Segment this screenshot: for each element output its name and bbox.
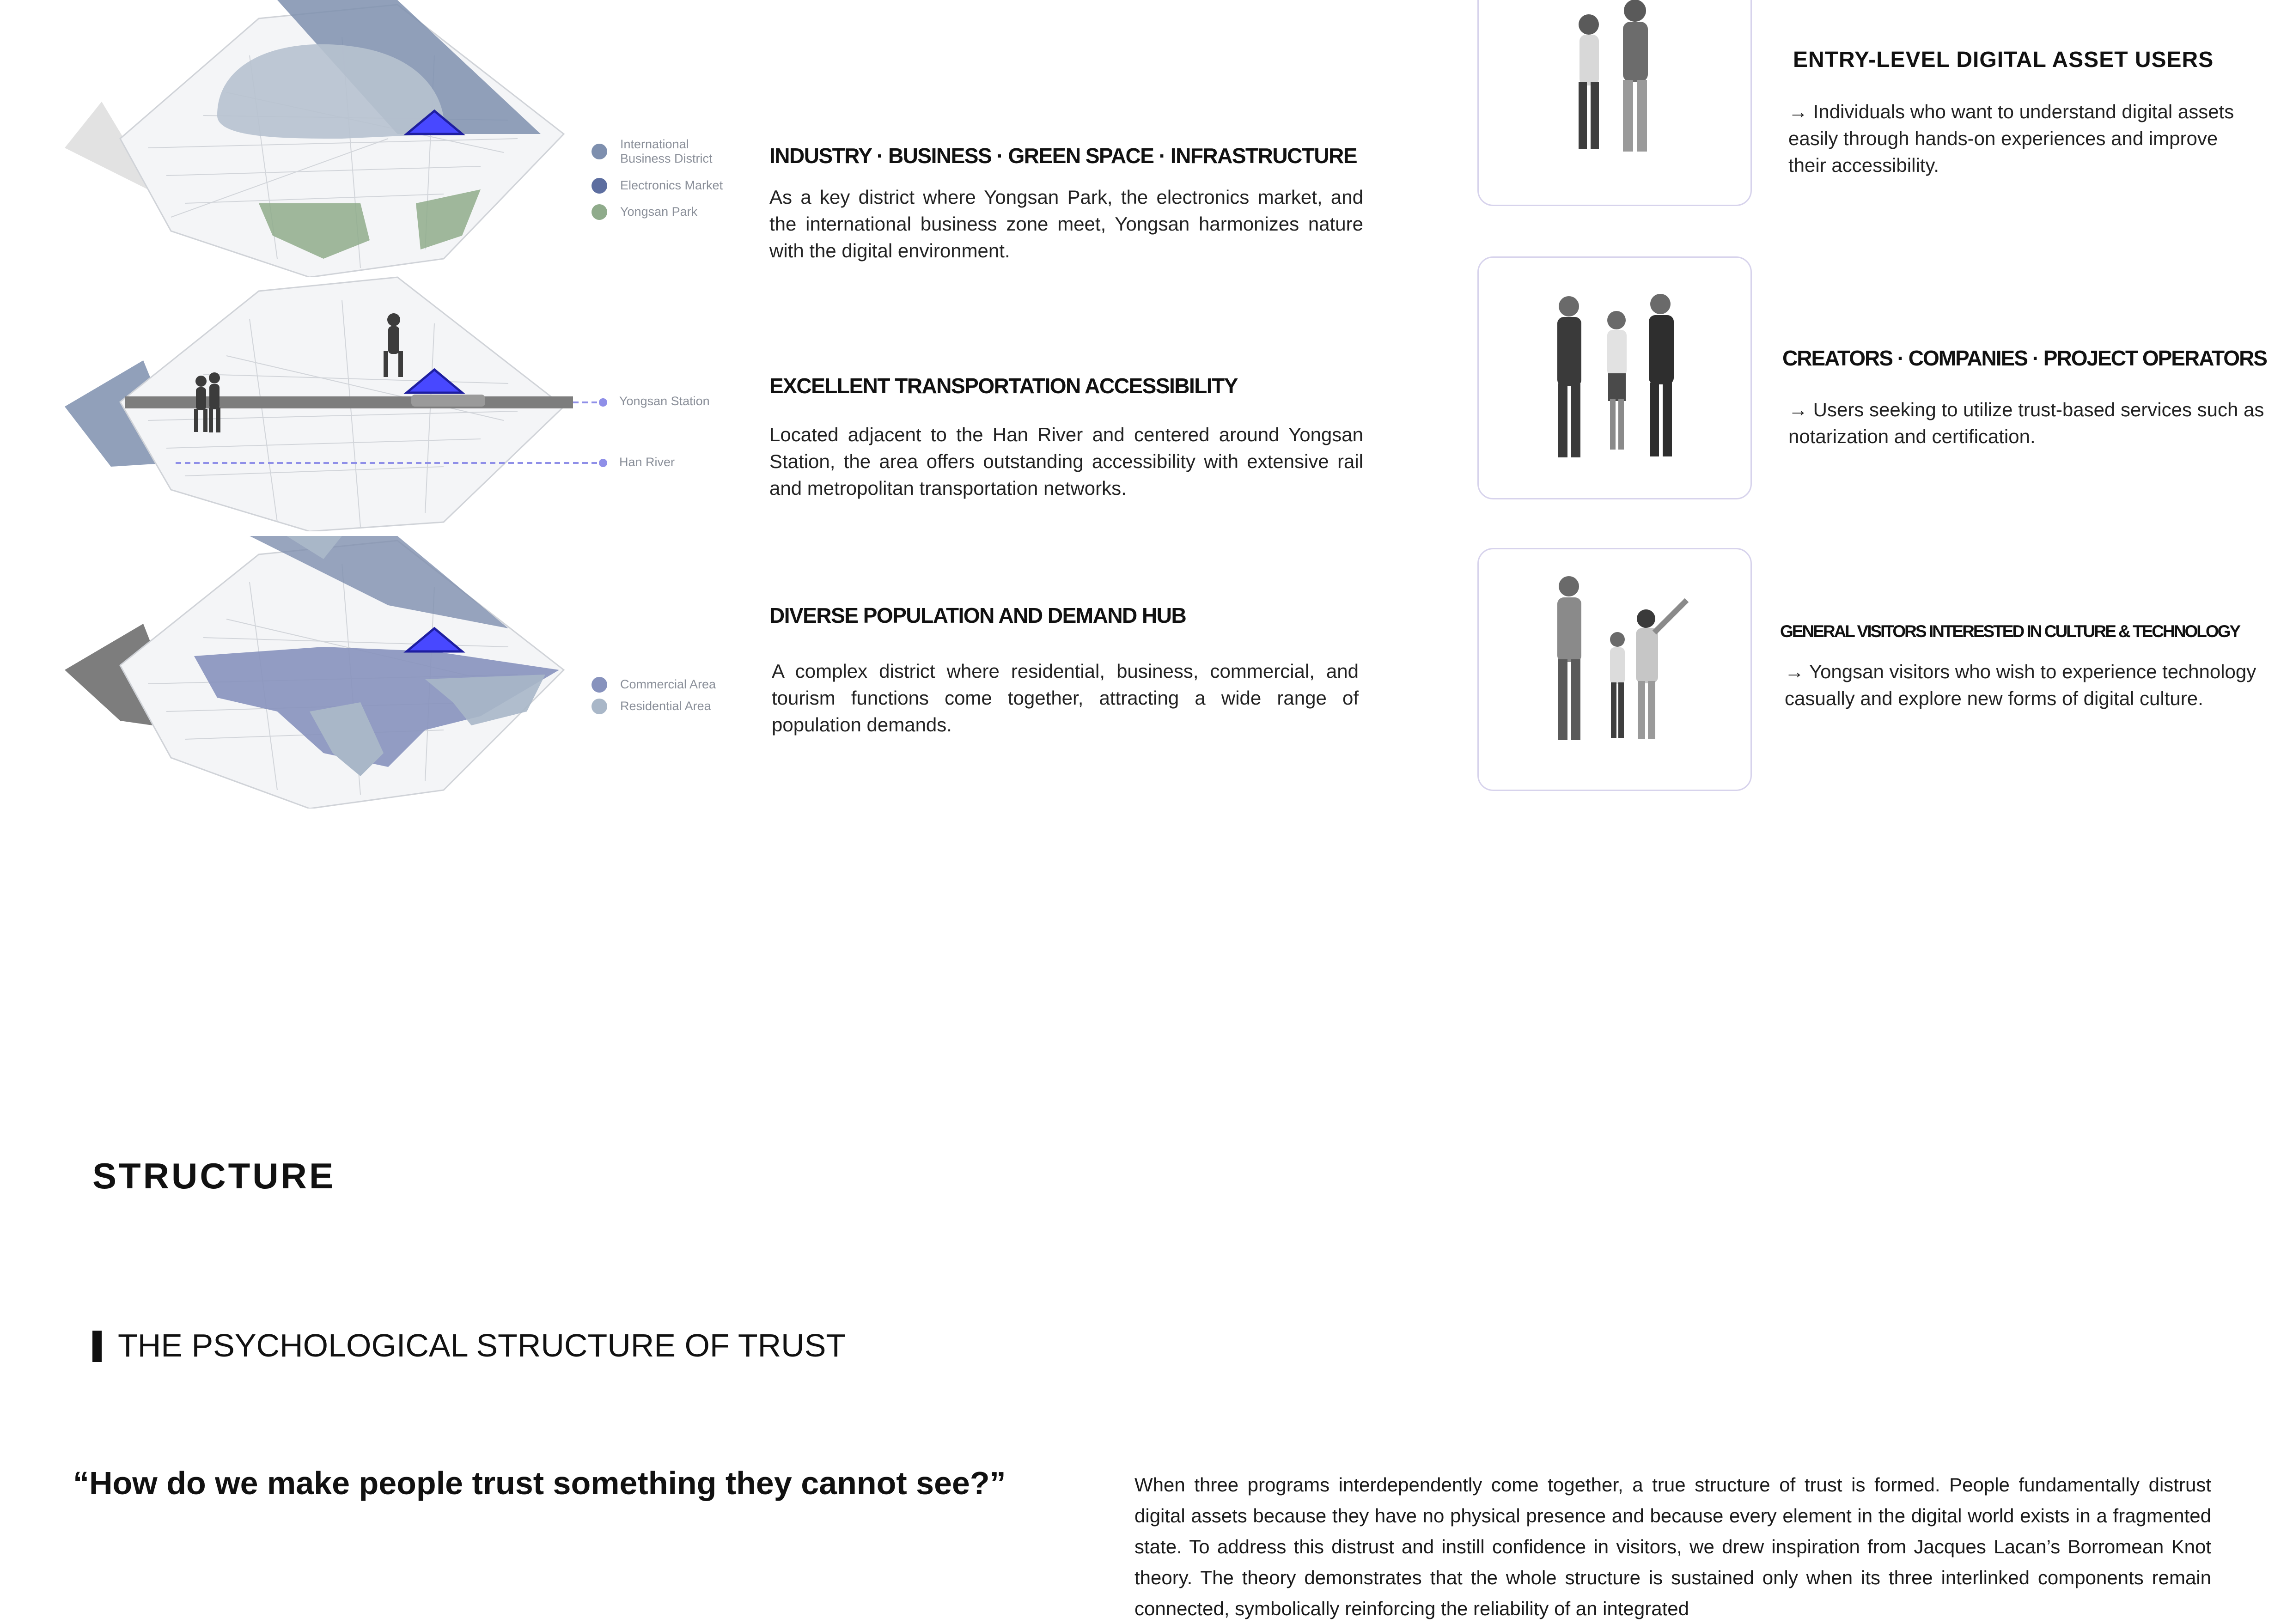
site-description-3: A complex district where residential, business, commercial, and tourism functions come together, attracting a wide range of population demands. [772, 660, 1359, 736]
site-description-1: As a key district where Yongsan Park, the electronics market, and the international business zone meet, Yongsan harmonizes nature with the digital environment. [769, 186, 1363, 262]
site-title-3: DIVERSE POPULATION AND DEMAND HUB [769, 603, 1186, 627]
people-couple-icon [1479, 0, 1750, 205]
legend-dot [592, 178, 607, 194]
people-business-group-icon [1479, 258, 1750, 498]
legend-commercial-area [592, 677, 716, 693]
legend-dot [592, 144, 607, 159]
legend-yongsan-park [592, 204, 697, 220]
people-family-icon [1479, 549, 1750, 790]
subheading-bar [92, 1331, 102, 1362]
legend-han-river [619, 455, 675, 469]
user-description-1: → Individuals who want to understand digital assets easily through hands-on experiences and improve their accessibility. [1788, 101, 2234, 176]
structure-body-text: When three programs interdependently come together, a true structure of trust is formed. People fundamentally distrust digital assets because they have no physical presence and because every element in the digital world exists in a fragmented state. To address this distrust and instill confidence in visitors, we drew inspiration from Jacques Lacan’s Borromean Knot theory. The theory demonstrates that the whole structure is sustained only when its three interlinked components remain connected, symbolically reinforcing the reliability of an integrated [1134, 1474, 2211, 1619]
user-title-2: CREATORS · COMPANIES · PROJECT OPERATORS [1782, 346, 2267, 370]
site-title-2: EXCELLENT TRANSPORTATION ACCESSIBILITY [769, 374, 1238, 398]
user-title-3: GENERAL VISITORS INTERESTED IN CULTURE & TECHNOLOGY [1780, 622, 2240, 641]
subheading: THE PSYCHOLOGICAL STRUCTURE OF TRUST [118, 1327, 846, 1363]
user-card-entry-level [1477, 0, 1752, 206]
legend-label: Yongsan Park [620, 205, 698, 219]
user-description-2: → Users seeking to utilize trust-based services such as notarization and certification. [1788, 399, 2264, 447]
legend-dot [592, 699, 607, 714]
site-map-transportation [65, 273, 628, 531]
user-card-creators [1477, 256, 1752, 499]
legend-label: Commercial Area [620, 677, 716, 692]
legend-label: Residential Area [620, 699, 711, 713]
legend-label: Yongsan Station [619, 394, 710, 408]
legend-international-business [592, 137, 740, 166]
legend-electronics-market [592, 178, 723, 194]
pull-quote: “How do we make people trust something they cannot see?” [73, 1465, 1006, 1501]
site-map-population [65, 536, 568, 809]
user-card-general-visitors [1477, 548, 1752, 791]
legend-residential-area [592, 699, 711, 714]
section-heading: STRUCTURE [92, 1156, 335, 1196]
legend-label: Electronics Market [620, 178, 723, 193]
site-description-2: Located adjacent to the Han River and centered around Yongsan Station, the area offers outstanding accessibility with extensive rail and metropolitan transportation networks. [769, 424, 1363, 499]
user-title-1: ENTRY-LEVEL DIGITAL ASSET USERS [1793, 48, 2214, 72]
legend-label: International Business District [620, 137, 713, 166]
legend-label: Han River [619, 455, 675, 469]
site-map-business-green [65, 0, 568, 277]
legend-dot [592, 204, 607, 220]
site-title-1: INDUSTRY · BUSINESS · GREEN SPACE · INFRASTRUCTURE [769, 144, 1357, 168]
user-description-3: → Yongsan visitors who wish to experience technology casually and explore new forms of digital culture. [1785, 661, 2256, 709]
legend-yongsan-station [619, 394, 710, 408]
legend-dot [592, 677, 607, 693]
